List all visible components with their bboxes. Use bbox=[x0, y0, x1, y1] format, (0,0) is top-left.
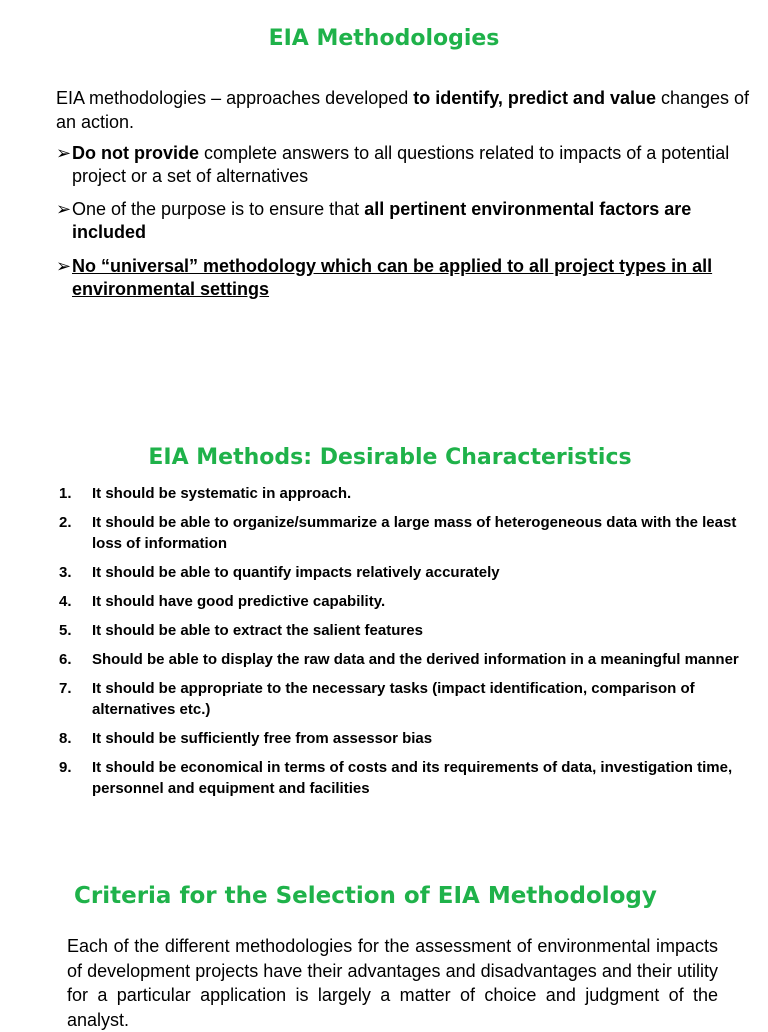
intro-bold-text: to identify, predict and value bbox=[413, 88, 656, 108]
list-item-text: It should have good predictive capability. bbox=[92, 593, 386, 610]
arrow-bullet-icon: ➢ bbox=[56, 199, 72, 219]
list-item-text: It should be able to organize/summarize a large mass of heterogeneous data with the least loss of information bbox=[92, 514, 737, 552]
list-item-text: It should be economical in terms of costs and its requirements of data, investigation time, personnel and equipment and facilities bbox=[92, 759, 733, 797]
list-item bbox=[56, 483, 756, 504]
bullet-bold-text: all pertinent environmental factors are included bbox=[72, 199, 692, 242]
bullet-text: One of the purpose is to ensure that bbox=[72, 199, 365, 219]
bullet-item bbox=[56, 198, 746, 244]
intro-text-1: EIA methodologies – approaches developed bbox=[56, 88, 414, 108]
list-item-number: 5. bbox=[59, 622, 72, 639]
bullet-item bbox=[56, 255, 746, 301]
section-title-selection-criteria: Criteria for the Selection of EIA Methodology bbox=[74, 883, 657, 909]
bullet-bold-underlined-text: No “universal” methodology which can be applied to all project types in all environmental settings bbox=[72, 256, 713, 299]
list-item-number: 9. bbox=[59, 759, 72, 776]
list-item-text: It should be systematic in approach. bbox=[92, 485, 352, 502]
bullet-item bbox=[56, 142, 746, 188]
bullet-text: complete answers to all questions related to impacts of a potential project or a set of alternatives bbox=[72, 143, 730, 186]
list-item bbox=[56, 562, 756, 583]
list-item-text: It should be able to quantify impacts relatively accurately bbox=[92, 564, 500, 581]
list-item bbox=[56, 512, 756, 554]
intro-text-2: changes of an action. bbox=[56, 88, 750, 132]
list-item bbox=[56, 757, 756, 799]
section-title-desirable-characteristics: EIA Methods: Desirable Characteristics bbox=[148, 445, 632, 470]
list-item bbox=[56, 620, 756, 641]
list-item-number: 1. bbox=[59, 485, 72, 502]
list-item-number: 8. bbox=[59, 730, 72, 747]
arrow-bullet-icon: ➢ bbox=[56, 256, 72, 276]
list-item-number: 4. bbox=[59, 593, 72, 610]
list-item-text: It should be sufficiently free from assessor bias bbox=[92, 730, 433, 747]
list-item-text: It should be appropriate to the necessary tasks (impact identification, comparison of alternatives etc.) bbox=[92, 680, 695, 718]
list-item-number: 6. bbox=[59, 651, 72, 668]
bullet-bold-text: Do not provide bbox=[72, 143, 199, 163]
list-item bbox=[56, 678, 756, 720]
list-item-number: 7. bbox=[59, 680, 72, 697]
list-item bbox=[56, 649, 756, 670]
intro-paragraph bbox=[56, 86, 756, 134]
list-item-number: 2. bbox=[59, 514, 72, 531]
list-item bbox=[56, 728, 756, 749]
list-item bbox=[56, 591, 756, 612]
list-item-number: 3. bbox=[59, 564, 72, 581]
list-item-text: Should be able to display the raw data and the derived information in a meaningful manner bbox=[92, 651, 739, 668]
characteristics-list bbox=[56, 483, 756, 807]
criteria-paragraph: Each of the different methodologies for the assessment of environmental impacts of development projects have their advantages and disadvantages and their utility for a particular application is largely a matter of choice and judgment of the analyst. bbox=[67, 936, 718, 1030]
list-item-text: It should be able to extract the salient features bbox=[92, 622, 423, 639]
section-title-eia-methodologies: EIA Methodologies bbox=[268, 26, 500, 51]
arrow-bullet-icon: ➢ bbox=[56, 143, 72, 163]
